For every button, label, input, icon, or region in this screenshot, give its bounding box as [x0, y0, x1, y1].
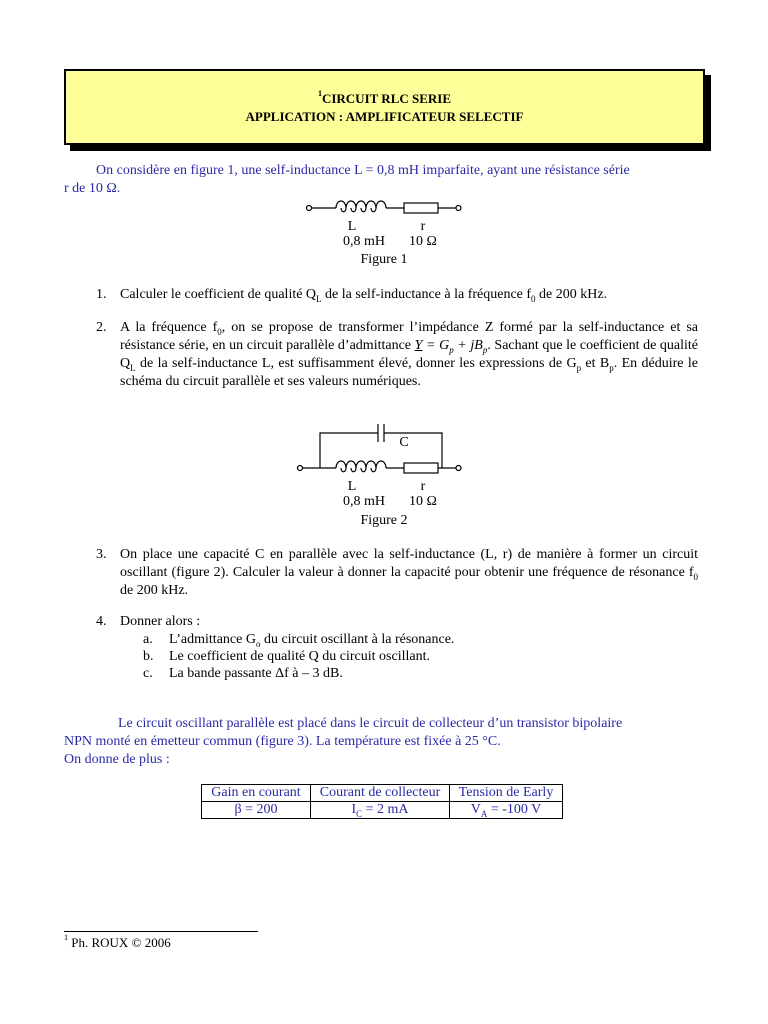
table-cell-va: $V_A = -100$ V [450, 802, 563, 819]
table-header-row [202, 785, 563, 802]
question-3 [96, 546, 696, 602]
figure1-label-r: r [420, 219, 426, 234]
figure1-value-r: 10 Ω [409, 234, 437, 249]
figure2-value-r: 10 Ω [409, 494, 437, 509]
title-footnote-mark: 1 [317, 89, 322, 98]
question-4 [96, 613, 696, 631]
intro-line-1: On considère en figure 1, une self-inductance L = 0,8 mH imparfaite, ayant une résistance série [96, 163, 630, 178]
figure2-label-C: C [399, 435, 409, 450]
title [66, 91, 703, 107]
question-2-number: 2. [96, 320, 107, 335]
figure2-caption: Figure 2 [360, 513, 408, 528]
question-3-text: On place une capacité C en parallèle avec la self-inductance (L, r) de manière à former un circuit oscillant (figure 2). Calculer la valeur à donner la capacité pour obtenir une fréquence de résonance $f_0$ de 200 kHz. [120, 547, 698, 598]
figure1-label-L: L [347, 219, 357, 234]
title-box [64, 69, 705, 145]
question-1-number: 1. [96, 287, 107, 302]
table-row [202, 802, 563, 819]
table-header-cell: Courant de collecteur [311, 785, 450, 802]
question-1-text: Calculer le coefficient de qualité $Q_L$ de la self-inductance à la fréquence $f_0$ de 200 kHz. [120, 287, 608, 304]
table-header-cell: Tension de Early [450, 785, 563, 802]
figure2-value-L: 0,8 mH [343, 494, 385, 509]
figure2-label-r: r [420, 479, 426, 494]
footnote-mark: 1 [64, 933, 68, 942]
footnote-text: Ph. ROUX © 2006 [68, 935, 171, 950]
table-cell-ic: $I_C = 2$ mA [311, 802, 450, 819]
table-header-cell: Gain en courant [202, 785, 311, 802]
document-page: $^1$CIRCUIT RLC SERIE APPLICATION : AMPLIFICATEUR SELECTIF On considère en figure 1, une self-inductance L = 0,8 mH imparfaite, ayant une résistance série r de 10 Ω. L r 0,8 mH 10 Ω Figure 1 1. Calculer le coefficient de qualité $Q_L$ de la self-inductance à la fréquence $f_0$ de 200 kHz. 2. A la fréquence $f_0$, on se propose de transformer l’impédance Z formé par la self-inductance et sa résistance série, en un circuit parallèle d’admittance $Y = G_p + jB_p$. Sachant que le coefficient de qualité $Q_L$ de la self-inductance L, est suffisamment élevé, donner les expressions de $G_p$ et $B_p$. En déduire le schéma du circuit parallèle et ses valeurs numériques. C L r 0,8 mH 10 Ω Figure 2 3. On place une capacité C en parallèle avec la self-inductance (L, r) de manière à former un circuit oscillant (figure 2). Calculer la valeur à donner la capacité pour obtenir une fréquence de résonance $f_0$ de 200 kHz. 4. Donner alors : a. L’admittance $G_o$ du circuit oscillant à la résonance. b. Le coefficient de qualité Q du circuit oscillant. c. La bande passante Δf à – 3 dB. Le circuit oscillant parallèle est placé dans le circuit de collecteur d’un transistor bipolaire NPN monté en émetteur commun (figure 3). La température est fixée à 25 °C. On donne de plus : Gain en courant Courant de collecteur Tension de Early β = 200 $I_C = 2$ mA $V_A = -100$ V $^1$ Ph. ROUX © 2006 [0, 0, 768, 1024]
question-4-number: 4. [96, 614, 107, 629]
transistor-line-3: On donne de plus : [64, 752, 170, 767]
transistor-line-2: NPN monté en émetteur commun (figure 3). La température est fixée à 25 °C. [64, 734, 501, 749]
question-2-text: A la fréquence $f_0$, on se propose de transformer l’impédance Z formé par la self-inductance et sa résistance série, en un circuit parallèle d’admittance $Y = G_p + jB_p$. Sachant que le coefficient de qualité $Q_L$ de la self-inductance L, est suffisamment élevé, donner les expressions de $G_p$ et $B_p$. En déduire le schéma du circuit parallèle et ses valeurs numériques. [120, 320, 699, 389]
intro-line-2: r de 10 Ω. [64, 181, 121, 196]
transistor-paragraph [64, 715, 704, 769]
table-cell-beta: β = 200 [202, 802, 311, 819]
question-2 [96, 319, 699, 393]
figure1-value-L: 0,8 mH [343, 234, 385, 249]
figure1-caption: Figure 1 [360, 252, 408, 267]
question-4-text: Donner alors : [120, 614, 201, 629]
transistor-parameters-table [201, 784, 563, 819]
footnote-separator [64, 931, 258, 932]
figure2-label-L: L [347, 479, 357, 494]
question-1 [96, 286, 696, 304]
title-text: CIRCUIT RLC SERIE [321, 91, 452, 106]
intro-paragraph [64, 162, 704, 198]
footnote [64, 935, 171, 951]
transistor-line-1: Le circuit oscillant parallèle est placé dans le circuit de collecteur d’un transistor bipolaire [118, 716, 623, 731]
subtitle: APPLICATION : AMPLIFICATEUR SELECTIF [245, 109, 524, 124]
question-3-number: 3. [96, 547, 107, 562]
